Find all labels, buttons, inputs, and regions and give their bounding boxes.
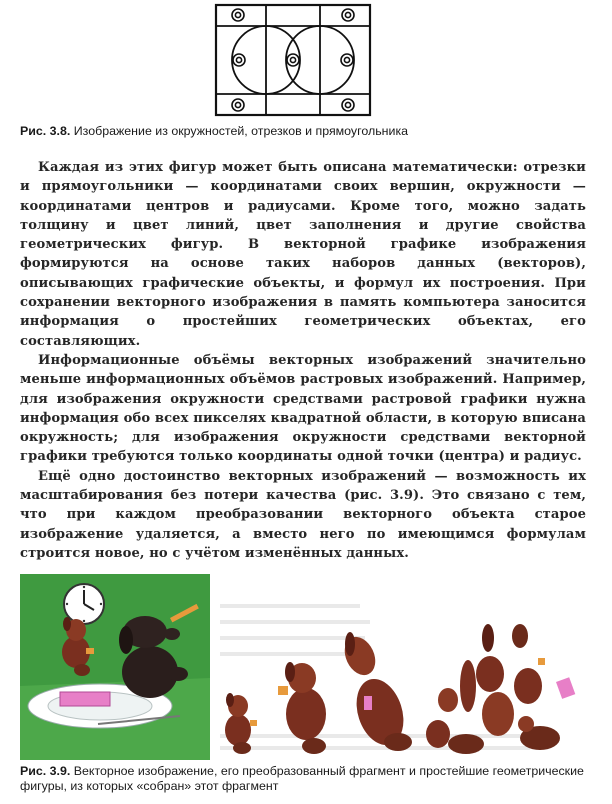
body-text: [20, 158, 586, 563]
figure-3-8-caption: [20, 124, 595, 139]
figure-3-9-caption-text: Векторное изображение, его преобразованный фрагмент и простейшие геометрические фигуры, из которых «собран» этот фрагмент: [20, 764, 584, 793]
paragraph-1-part-b: изображения формируются на основе таких наборов данных (векторов), описывающих графические объекты, и формул их построения. При сохранении векторного изображения в память компьютера заносится информация о простейших геометрических объектах, его составляющих.: [20, 237, 586, 349]
term-vector-graphics: векторной графике: [284, 237, 457, 253]
figure-3-8-label: Рис. 3.8.: [20, 124, 71, 138]
figure-3-9-label: Рис. 3.9.: [20, 764, 71, 778]
paragraph-1-part-a: Каждая из этих фигур может быть описана математически: отрезки и прямоугольники — координатами своих вершин, окружности — координатами центров и радиусами. Кроме того, можно задать толщину и цвет линий, цвет заполнения и другие свойства геометрических фигур. В: [20, 160, 586, 253]
transformed-fragment-medium: [278, 662, 326, 754]
figure-3-9-vector-illustration: [20, 574, 592, 760]
paragraph-2: Информационные объёмы векторных изображений значительно меньше информационных объёмов растровых изображений. Например, для изображения окружности средствами растровой графики нужна информация обо всех пикселях квадратной области, в которую вписана окружность; для изображения окружности средствами векторной графики требуются только координаты одной точки (центра) и радиус.: [20, 352, 586, 465]
paragraph-3: Ещё одно достоинство векторных изображений — возможность их масштабирования без потери качества (рис. 3.9). Это связано с тем, что при каждом преобразовании векторного объекта старое изображение удаляется, а вместо него по имеющимся формулам строится новое, но с учётом изменённых данных.: [20, 468, 586, 561]
vector-picture-panel: [20, 574, 210, 760]
figure-3-9-caption: [20, 764, 595, 794]
paragraph-1: [20, 158, 586, 351]
transformed-fragment-small: [225, 693, 257, 754]
transformed-fragment-stretched: [339, 632, 412, 751]
figure-3-8-caption-text: Изображение из окружностей, отрезков и прямоугольника: [73, 124, 409, 138]
figure-3-8-geometric-drawing: [213, 2, 373, 118]
primitive-shapes: [426, 624, 575, 754]
clock-icon: [64, 584, 104, 624]
